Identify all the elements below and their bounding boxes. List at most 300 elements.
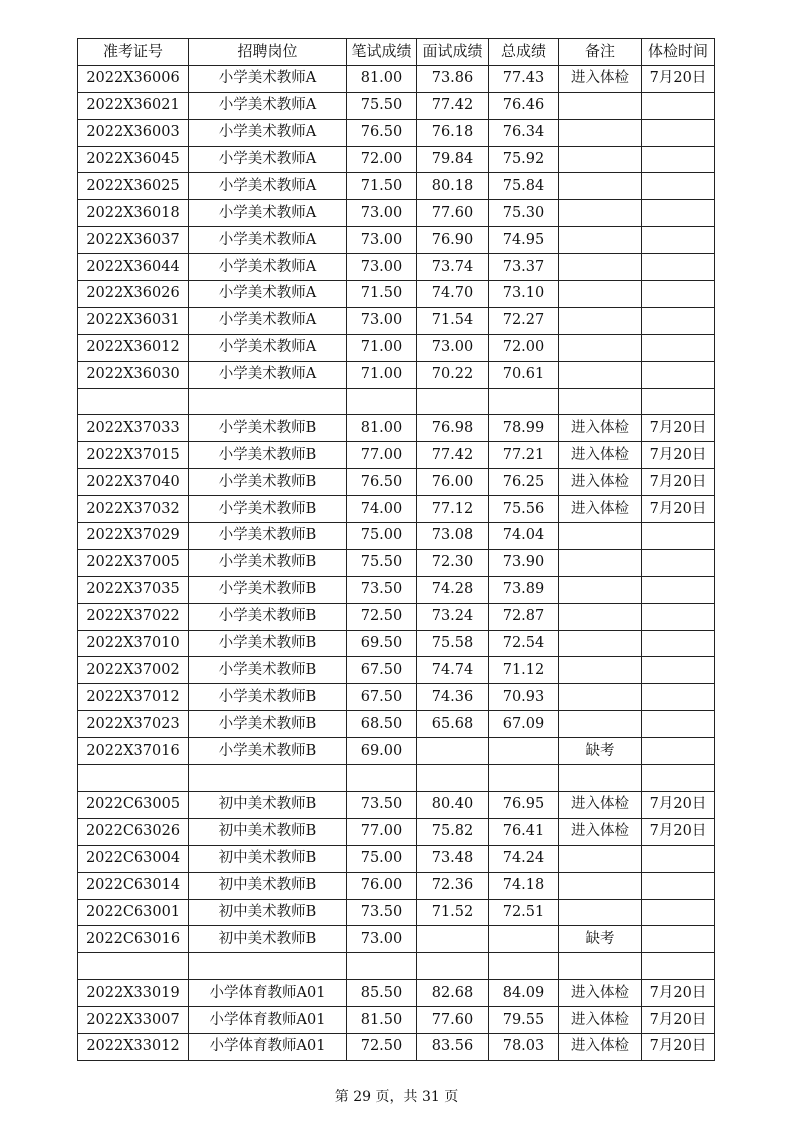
table-row: [78, 254, 715, 281]
cell-total-score: 72.54: [489, 630, 559, 657]
cell-total-score: 74.24: [489, 845, 559, 872]
cell-written-score: [347, 953, 417, 980]
cell-position: 小学美术教师A: [189, 281, 347, 308]
cell-exam-id: 2022X37040: [78, 469, 189, 496]
cell-interview-score: 74.70: [417, 281, 489, 308]
cell-exam-id: 2022X36044: [78, 254, 189, 281]
cell-interview-score: 80.18: [417, 173, 489, 200]
cell-total-score: [489, 953, 559, 980]
cell-written-score: 72.50: [347, 1033, 417, 1060]
cell-interview-score: 79.84: [417, 146, 489, 173]
cell-exam-id: [78, 953, 189, 980]
cell-remark: [559, 334, 642, 361]
cell-remark: 缺考: [559, 926, 642, 953]
cell-total-score: 76.95: [489, 791, 559, 818]
table-row: [78, 791, 715, 818]
cell-total-score: 76.46: [489, 92, 559, 119]
table-row: [78, 119, 715, 146]
cell-exam-date: [642, 630, 715, 657]
cell-exam-date: 7月20日: [642, 415, 715, 442]
cell-exam-id: 2022C63004: [78, 845, 189, 872]
table-row: [78, 1007, 715, 1034]
cell-interview-score: 80.40: [417, 791, 489, 818]
cell-written-score: 73.00: [347, 926, 417, 953]
header-exam-date: 体检时间: [642, 39, 715, 66]
cell-position: 小学美术教师B: [189, 711, 347, 738]
table-row: [78, 684, 715, 711]
cell-written-score: 76.50: [347, 469, 417, 496]
cell-written-score: 73.00: [347, 227, 417, 254]
header-total-score: 总成绩: [489, 39, 559, 66]
cell-position: 小学美术教师B: [189, 684, 347, 711]
cell-interview-score: 76.98: [417, 415, 489, 442]
cell-remark: 进入体检: [559, 818, 642, 845]
cell-total-score: 70.93: [489, 684, 559, 711]
cell-total-score: 77.43: [489, 65, 559, 92]
table-row: [78, 711, 715, 738]
cell-remark: [559, 281, 642, 308]
cell-interview-score: 74.74: [417, 657, 489, 684]
table-row: [78, 281, 715, 308]
cell-interview-score: 82.68: [417, 980, 489, 1007]
cell-exam-date: 7月20日: [642, 980, 715, 1007]
cell-position: 小学美术教师A: [189, 65, 347, 92]
cell-position: 小学美术教师B: [189, 469, 347, 496]
cell-exam-id: [78, 765, 189, 792]
cell-remark: [559, 711, 642, 738]
cell-exam-date: 7月20日: [642, 442, 715, 469]
cell-position: 初中美术教师B: [189, 845, 347, 872]
cell-remark: [559, 630, 642, 657]
cell-exam-date: [642, 657, 715, 684]
cell-remark: [559, 254, 642, 281]
cell-position: 小学美术教师A: [189, 119, 347, 146]
cell-written-score: 73.50: [347, 576, 417, 603]
cell-exam-date: [642, 119, 715, 146]
cell-total-score: 79.55: [489, 1007, 559, 1034]
cell-remark: 进入体检: [559, 1033, 642, 1060]
cell-total-score: 76.34: [489, 119, 559, 146]
cell-exam-date: [642, 684, 715, 711]
cell-position: 小学美术教师B: [189, 738, 347, 765]
table-row: [78, 657, 715, 684]
cell-written-score: 74.00: [347, 496, 417, 523]
table-row: [78, 818, 715, 845]
cell-interview-score: 73.00: [417, 334, 489, 361]
cell-remark: [559, 899, 642, 926]
table-row: [78, 442, 715, 469]
cell-position: [189, 388, 347, 415]
cell-written-score: 76.50: [347, 119, 417, 146]
cell-exam-id: 2022X37005: [78, 549, 189, 576]
cell-written-score: 72.50: [347, 603, 417, 630]
cell-position: 小学美术教师B: [189, 603, 347, 630]
cell-exam-id: 2022X37029: [78, 523, 189, 550]
cell-written-score: 85.50: [347, 980, 417, 1007]
cell-position: 初中美术教师B: [189, 899, 347, 926]
cell-exam-id: 2022X33007: [78, 1007, 189, 1034]
cell-position: 小学美术教师B: [189, 442, 347, 469]
cell-exam-id: 2022X37012: [78, 684, 189, 711]
cell-exam-date: [642, 872, 715, 899]
table-row: [78, 576, 715, 603]
cell-total-score: 72.51: [489, 899, 559, 926]
cell-total-score: [489, 388, 559, 415]
cell-interview-score: 77.42: [417, 92, 489, 119]
cell-position: 初中美术教师B: [189, 791, 347, 818]
cell-written-score: 69.50: [347, 630, 417, 657]
cell-exam-date: [642, 173, 715, 200]
cell-position: 小学美术教师A: [189, 227, 347, 254]
cell-exam-id: 2022X37023: [78, 711, 189, 738]
cell-total-score: 78.03: [489, 1033, 559, 1060]
cell-written-score: 68.50: [347, 711, 417, 738]
cell-exam-id: 2022X37022: [78, 603, 189, 630]
cell-total-score: 72.87: [489, 603, 559, 630]
cell-exam-id: 2022X37016: [78, 738, 189, 765]
cell-interview-score: 83.56: [417, 1033, 489, 1060]
header-exam-id: 准考证号: [78, 39, 189, 66]
cell-exam-id: [78, 388, 189, 415]
cell-total-score: [489, 765, 559, 792]
cell-position: 初中美术教师B: [189, 818, 347, 845]
table-row: [78, 334, 715, 361]
cell-total-score: 74.04: [489, 523, 559, 550]
cell-exam-date: 7月20日: [642, 65, 715, 92]
cell-total-score: 84.09: [489, 980, 559, 1007]
cell-exam-id: 2022X36012: [78, 334, 189, 361]
cell-total-score: 76.41: [489, 818, 559, 845]
cell-written-score: 81.00: [347, 415, 417, 442]
header-interview-score: 面试成绩: [417, 39, 489, 66]
cell-remark: [559, 361, 642, 388]
cell-interview-score: 75.82: [417, 818, 489, 845]
cell-position: 小学体育教师A01: [189, 1033, 347, 1060]
cell-exam-date: [642, 765, 715, 792]
cell-total-score: 70.61: [489, 361, 559, 388]
cell-interview-score: 77.60: [417, 1007, 489, 1034]
cell-interview-score: [417, 738, 489, 765]
cell-total-score: [489, 738, 559, 765]
cell-remark: [559, 92, 642, 119]
cell-total-score: 76.25: [489, 469, 559, 496]
cell-total-score: 73.10: [489, 281, 559, 308]
cell-exam-date: [642, 845, 715, 872]
table-row: [78, 388, 715, 415]
cell-total-score: 72.27: [489, 307, 559, 334]
cell-position: 小学美术教师A: [189, 146, 347, 173]
cell-written-score: 76.00: [347, 872, 417, 899]
cell-exam-date: [642, 334, 715, 361]
score-table: [77, 38, 715, 1061]
table-row: [78, 146, 715, 173]
cell-remark: [559, 872, 642, 899]
table-row: [78, 469, 715, 496]
cell-interview-score: 71.54: [417, 307, 489, 334]
table-row: [78, 630, 715, 657]
cell-written-score: 75.50: [347, 92, 417, 119]
cell-position: 小学体育教师A01: [189, 980, 347, 1007]
cell-exam-date: 7月20日: [642, 791, 715, 818]
cell-total-score: 74.95: [489, 227, 559, 254]
table-row: [78, 65, 715, 92]
cell-remark: 进入体检: [559, 469, 642, 496]
cell-position: 初中美术教师B: [189, 926, 347, 953]
cell-exam-id: 2022X33019: [78, 980, 189, 1007]
cell-exam-id: 2022C63001: [78, 899, 189, 926]
table-row: [78, 845, 715, 872]
cell-exam-date: [642, 523, 715, 550]
cell-written-score: 71.00: [347, 361, 417, 388]
cell-exam-date: [642, 200, 715, 227]
table-row: [78, 1033, 715, 1060]
cell-interview-score: 75.58: [417, 630, 489, 657]
table-row: [78, 549, 715, 576]
cell-position: 小学美术教师A: [189, 173, 347, 200]
cell-interview-score: 70.22: [417, 361, 489, 388]
cell-interview-score: 73.86: [417, 65, 489, 92]
table-row: [78, 92, 715, 119]
cell-position: 小学美术教师B: [189, 657, 347, 684]
cell-exam-id: 2022X36026: [78, 281, 189, 308]
cell-written-score: 71.00: [347, 334, 417, 361]
cell-written-score: 77.00: [347, 818, 417, 845]
cell-exam-id: 2022C63005: [78, 791, 189, 818]
cell-exam-date: [642, 953, 715, 980]
cell-total-score: 75.92: [489, 146, 559, 173]
cell-exam-date: 7月20日: [642, 1007, 715, 1034]
cell-exam-id: 2022C63016: [78, 926, 189, 953]
table-row: [78, 361, 715, 388]
cell-exam-id: 2022X33012: [78, 1033, 189, 1060]
cell-total-score: 74.18: [489, 872, 559, 899]
cell-written-score: [347, 765, 417, 792]
table-row: [78, 200, 715, 227]
cell-written-score: 81.00: [347, 65, 417, 92]
cell-total-score: 77.21: [489, 442, 559, 469]
cell-exam-date: [642, 576, 715, 603]
cell-exam-date: [642, 926, 715, 953]
cell-written-score: 73.50: [347, 899, 417, 926]
cell-interview-score: [417, 926, 489, 953]
cell-exam-id: 2022X36021: [78, 92, 189, 119]
cell-written-score: 75.00: [347, 845, 417, 872]
cell-written-score: 75.50: [347, 549, 417, 576]
cell-interview-score: 65.68: [417, 711, 489, 738]
cell-interview-score: 73.48: [417, 845, 489, 872]
cell-remark: [559, 146, 642, 173]
cell-interview-score: [417, 765, 489, 792]
cell-exam-date: [642, 281, 715, 308]
cell-remark: 进入体检: [559, 415, 642, 442]
cell-exam-date: [642, 388, 715, 415]
cell-remark: [559, 576, 642, 603]
cell-remark: 进入体检: [559, 791, 642, 818]
header-position: 招聘岗位: [189, 39, 347, 66]
cell-interview-score: 72.36: [417, 872, 489, 899]
cell-exam-id: 2022X37015: [78, 442, 189, 469]
cell-written-score: 71.50: [347, 173, 417, 200]
cell-exam-id: 2022X36025: [78, 173, 189, 200]
cell-position: 小学美术教师B: [189, 523, 347, 550]
cell-exam-id: 2022X37010: [78, 630, 189, 657]
cell-exam-id: 2022X36045: [78, 146, 189, 173]
table-row: [78, 980, 715, 1007]
cell-position: 初中美术教师B: [189, 872, 347, 899]
cell-position: 小学美术教师A: [189, 254, 347, 281]
cell-exam-date: 7月20日: [642, 469, 715, 496]
cell-exam-date: 7月20日: [642, 818, 715, 845]
cell-exam-id: 2022X37002: [78, 657, 189, 684]
page-number: 第 29 页，共 31 页: [334, 1089, 459, 1105]
header-remark: 备注: [559, 39, 642, 66]
cell-remark: [559, 657, 642, 684]
cell-interview-score: 74.28: [417, 576, 489, 603]
table-row: [78, 415, 715, 442]
cell-position: 小学美术教师A: [189, 307, 347, 334]
cell-exam-date: [642, 254, 715, 281]
cell-interview-score: 76.00: [417, 469, 489, 496]
cell-interview-score: 77.42: [417, 442, 489, 469]
cell-position: 小学美术教师A: [189, 92, 347, 119]
table-row: [78, 738, 715, 765]
cell-written-score: [347, 388, 417, 415]
cell-interview-score: 77.12: [417, 496, 489, 523]
table-body: [78, 65, 715, 1060]
table-row: [78, 953, 715, 980]
cell-interview-score: 76.18: [417, 119, 489, 146]
cell-remark: [559, 765, 642, 792]
table-row: [78, 872, 715, 899]
table-row: [78, 173, 715, 200]
cell-remark: [559, 173, 642, 200]
cell-position: 小学美术教师A: [189, 334, 347, 361]
cell-exam-date: [642, 899, 715, 926]
cell-exam-date: [642, 227, 715, 254]
cell-interview-score: [417, 953, 489, 980]
cell-exam-date: 7月20日: [642, 496, 715, 523]
cell-position: 小学美术教师B: [189, 630, 347, 657]
cell-position: 小学美术教师B: [189, 496, 347, 523]
cell-interview-score: 73.08: [417, 523, 489, 550]
table-row: [78, 765, 715, 792]
cell-remark: [559, 119, 642, 146]
cell-total-score: 73.37: [489, 254, 559, 281]
cell-exam-date: 7月20日: [642, 1033, 715, 1060]
header-written-score: 笔试成绩: [347, 39, 417, 66]
cell-interview-score: 74.36: [417, 684, 489, 711]
cell-total-score: 78.99: [489, 415, 559, 442]
cell-exam-date: [642, 711, 715, 738]
table-row: [78, 603, 715, 630]
cell-position: 小学美术教师B: [189, 415, 347, 442]
table-row: [78, 899, 715, 926]
cell-remark: [559, 227, 642, 254]
cell-written-score: 81.50: [347, 1007, 417, 1034]
cell-written-score: 67.50: [347, 684, 417, 711]
cell-exam-id: 2022X36006: [78, 65, 189, 92]
cell-position: 小学体育教师A01: [189, 1007, 347, 1034]
cell-remark: 进入体检: [559, 980, 642, 1007]
cell-position: 小学美术教师A: [189, 361, 347, 388]
cell-position: 小学美术教师A: [189, 200, 347, 227]
cell-exam-id: 2022X36003: [78, 119, 189, 146]
table-row: [78, 307, 715, 334]
cell-exam-id: 2022X36031: [78, 307, 189, 334]
cell-written-score: 73.00: [347, 200, 417, 227]
cell-position: [189, 953, 347, 980]
cell-written-score: 71.50: [347, 281, 417, 308]
cell-total-score: 75.84: [489, 173, 559, 200]
cell-remark: [559, 684, 642, 711]
cell-written-score: 75.00: [347, 523, 417, 550]
table-row: [78, 227, 715, 254]
cell-exam-id: 2022X37035: [78, 576, 189, 603]
cell-remark: 进入体检: [559, 442, 642, 469]
cell-total-score: 73.89: [489, 576, 559, 603]
cell-interview-score: 71.52: [417, 899, 489, 926]
cell-total-score: 67.09: [489, 711, 559, 738]
cell-written-score: 73.00: [347, 254, 417, 281]
cell-interview-score: 76.90: [417, 227, 489, 254]
cell-exam-date: [642, 146, 715, 173]
cell-position: [189, 765, 347, 792]
cell-exam-date: [642, 361, 715, 388]
cell-remark: [559, 549, 642, 576]
cell-total-score: 75.56: [489, 496, 559, 523]
cell-exam-date: [642, 307, 715, 334]
cell-exam-date: [642, 549, 715, 576]
cell-written-score: 67.50: [347, 657, 417, 684]
cell-remark: 进入体检: [559, 65, 642, 92]
table-row: [78, 523, 715, 550]
cell-remark: [559, 953, 642, 980]
cell-written-score: 77.00: [347, 442, 417, 469]
cell-exam-date: [642, 738, 715, 765]
cell-total-score: 71.12: [489, 657, 559, 684]
cell-remark: [559, 523, 642, 550]
cell-exam-id: 2022X36018: [78, 200, 189, 227]
cell-total-score: [489, 926, 559, 953]
table-row: [78, 926, 715, 953]
cell-remark: [559, 845, 642, 872]
cell-total-score: 73.90: [489, 549, 559, 576]
cell-exam-id: 2022C63026: [78, 818, 189, 845]
cell-remark: [559, 200, 642, 227]
cell-remark: [559, 388, 642, 415]
cell-exam-id: 2022X36037: [78, 227, 189, 254]
cell-exam-id: 2022X36030: [78, 361, 189, 388]
cell-remark: 进入体检: [559, 1007, 642, 1034]
cell-remark: [559, 307, 642, 334]
cell-interview-score: 73.74: [417, 254, 489, 281]
cell-written-score: 69.00: [347, 738, 417, 765]
cell-exam-id: 2022C63014: [78, 872, 189, 899]
cell-remark: 缺考: [559, 738, 642, 765]
cell-total-score: 75.30: [489, 200, 559, 227]
cell-remark: [559, 603, 642, 630]
cell-written-score: 73.50: [347, 791, 417, 818]
cell-exam-date: [642, 603, 715, 630]
cell-total-score: 72.00: [489, 334, 559, 361]
cell-interview-score: 77.60: [417, 200, 489, 227]
cell-position: 小学美术教师B: [189, 576, 347, 603]
cell-exam-date: [642, 92, 715, 119]
cell-exam-id: 2022X37032: [78, 496, 189, 523]
header-row: [78, 39, 715, 66]
cell-interview-score: 72.30: [417, 549, 489, 576]
cell-interview-score: [417, 388, 489, 415]
